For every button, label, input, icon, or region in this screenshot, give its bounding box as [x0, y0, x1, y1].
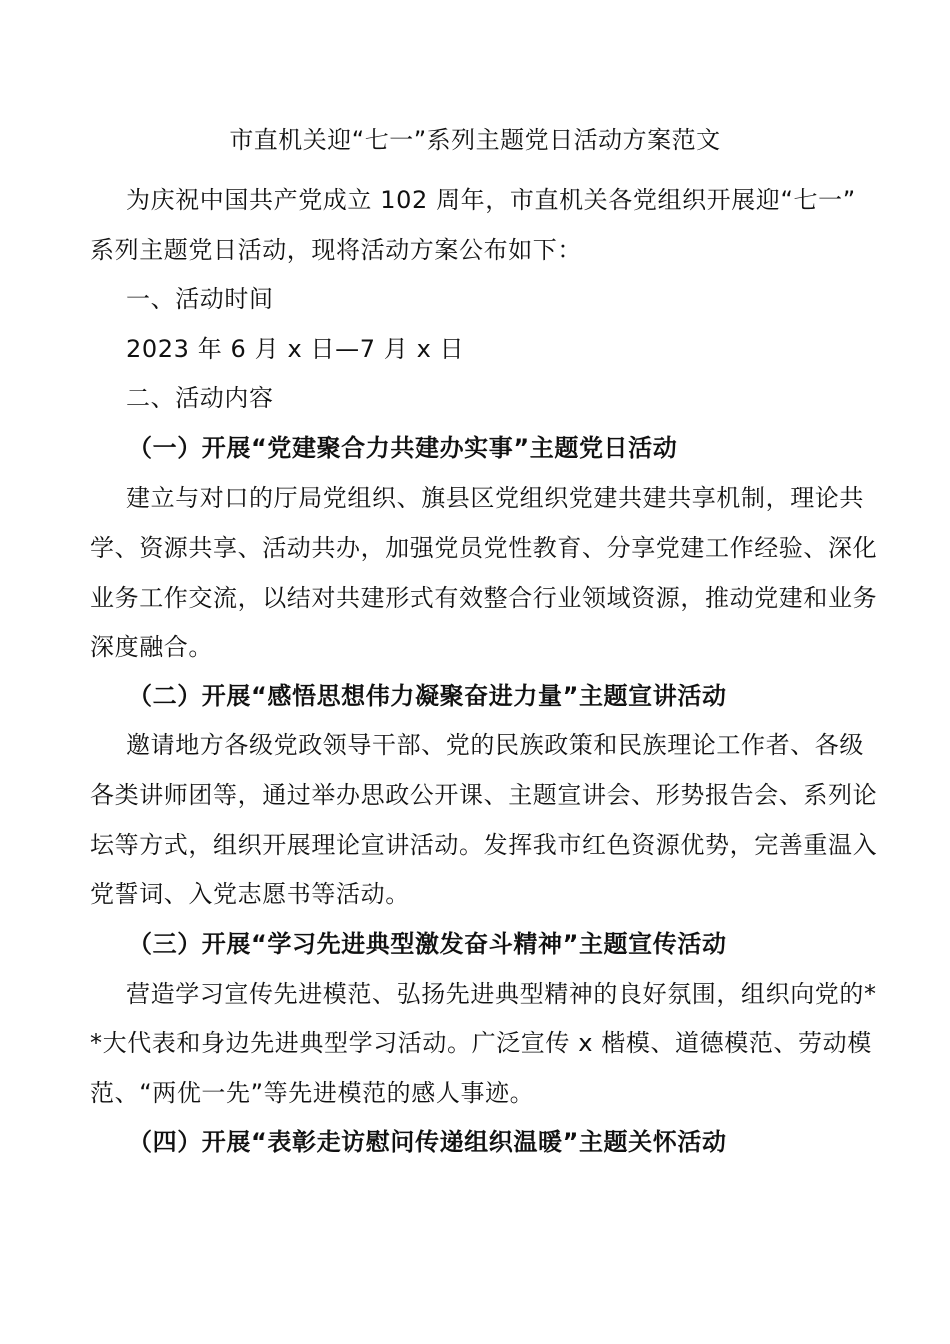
item1-body-line-3: 业务工作交流，以结对共建形式有效整合行业领域资源，推动党建和业务 [90, 584, 878, 612]
item3-heading: （三）开展“学习先进典型激发奋斗精神”主题宣传活动 [128, 930, 727, 958]
item4-heading: （四）开展“表彰走访慰问传递组织温暖”主题关怀活动 [128, 1128, 727, 1156]
section1-heading: 一、活动时间 [126, 285, 274, 313]
item3-body-line-2: *大代表和身边先进典型学习活动。广泛宣传 x 楷模、道德模范、劳动模 [90, 1029, 872, 1057]
item1-body-line-4: 深度融合。 [90, 633, 213, 661]
item1-body-line-2: 学、资源共享、活动共办，加强党员党性教育、分享党建工作经验、深化 [90, 534, 878, 562]
item1-body-line-1: 建立与对口的厅局党组织、旗县区党组织党建共建共享机制，理论共 [126, 484, 864, 512]
activity-time: 2023 年 6 月 x 日—7 月 x 日 [126, 335, 465, 363]
item1-heading: （一）开展“党建聚合力共建办实事”主题党日活动 [128, 434, 678, 462]
item2-body-line-4: 党誓词、入党志愿书等活动。 [90, 880, 410, 908]
item2-body-line-3: 坛等方式，组织开展理论宣讲活动。发挥我市红色资源优势，完善重温入 [90, 831, 878, 859]
section2-heading: 二、活动内容 [126, 384, 274, 412]
item2-heading: （二）开展“感悟思想伟力凝聚奋进力量”主题宣讲活动 [128, 682, 727, 710]
intro-line-1: 为庆祝中国共产党成立 102 周年，市直机关各党组织开展迎“七一” [126, 186, 856, 214]
item3-body-line-3: 范、“两优一先”等先进模范的感人事迹。 [90, 1079, 535, 1107]
item2-body-line-2: 各类讲师团等，通过举办思政公开课、主题宣讲会、形势报告会、系列论 [90, 781, 878, 809]
document-title: 市直机关迎“七一”系列主题党日活动方案范文 [229, 126, 721, 154]
item3-body-line-1: 营造学习宣传先进模范、弘扬先进典型精神的良好氛围，组织向党的* [126, 980, 877, 1008]
item2-body-line-1: 邀请地方各级党政领导干部、党的民族政策和民族理论工作者、各级 [126, 731, 864, 759]
intro-line-2: 系列主题党日活动，现将活动方案公布如下： [90, 236, 582, 264]
